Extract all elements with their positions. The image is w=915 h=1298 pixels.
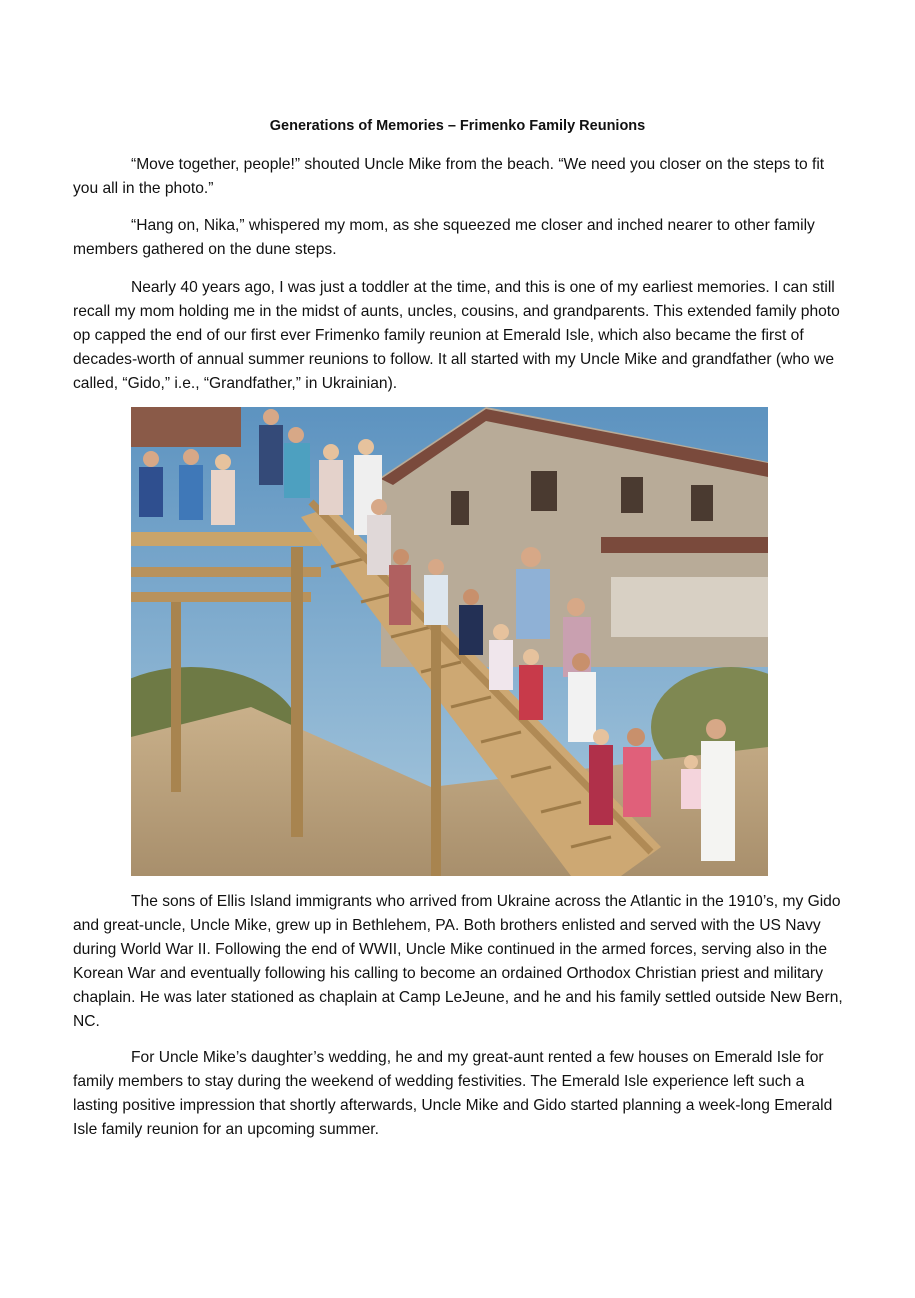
paragraph-2: “Hang on, Nika,” whispered my mom, as she squeezed me closer and inched nearer to other family members gathered on the dune steps. bbox=[73, 217, 815, 258]
family-reunion-photo bbox=[131, 407, 768, 876]
paragraph-1: “Move together, people!” shouted Uncle Mike from the beach. “We need you closer on the steps to fit you all in the photo.” bbox=[73, 156, 825, 197]
paragraph-3: Nearly 40 years ago, I was just a toddler at the time, and this is one of my earliest memories. I can still recall my mom holding me in the midst of aunts, uncles, cousins, and grandparents. This extended family photo op capped the end of our first ever Frimenko family reunion at Emerald Isle, which also became the first of decades-worth of annual summer reunions to follow. It all started with my Uncle Mike and grandfather (who we called, “Gido,” i.e., “Grandfather,” in Ukrainian). bbox=[73, 279, 840, 392]
document-title: Generations of Memories – Frimenko Family Reunions bbox=[269, 118, 646, 134]
paragraph-5: For Uncle Mike’s daughter’s wedding, he and my great-aunt rented a few houses on Emerald Isle for family members to stay during the weekend of wedding festivities. The Emerald Isle experience left such a lasting positive impression that shortly afterwards, Uncle Mike and Gido started planning a week-long Emerald Isle family reunion for an upcoming summer. bbox=[73, 1049, 833, 1138]
paragraph-4: The sons of Ellis Island immigrants who arrived from Ukraine across the Atlantic in the 1910’s, my Gido and great-uncle, Uncle Mike, grew up in Bethlehem, PA. Both brothers enlisted and served with the US Navy during World War II. Following the end of WWII, Uncle Mike continued in the armed forces, serving also in the Korean War and eventually following his calling to become an ordained Orthodox Christian priest and military chaplain. He was later stationed as chaplain at Camp LeJeune, and he and his family settled outside New Bern, NC. bbox=[73, 893, 843, 1030]
